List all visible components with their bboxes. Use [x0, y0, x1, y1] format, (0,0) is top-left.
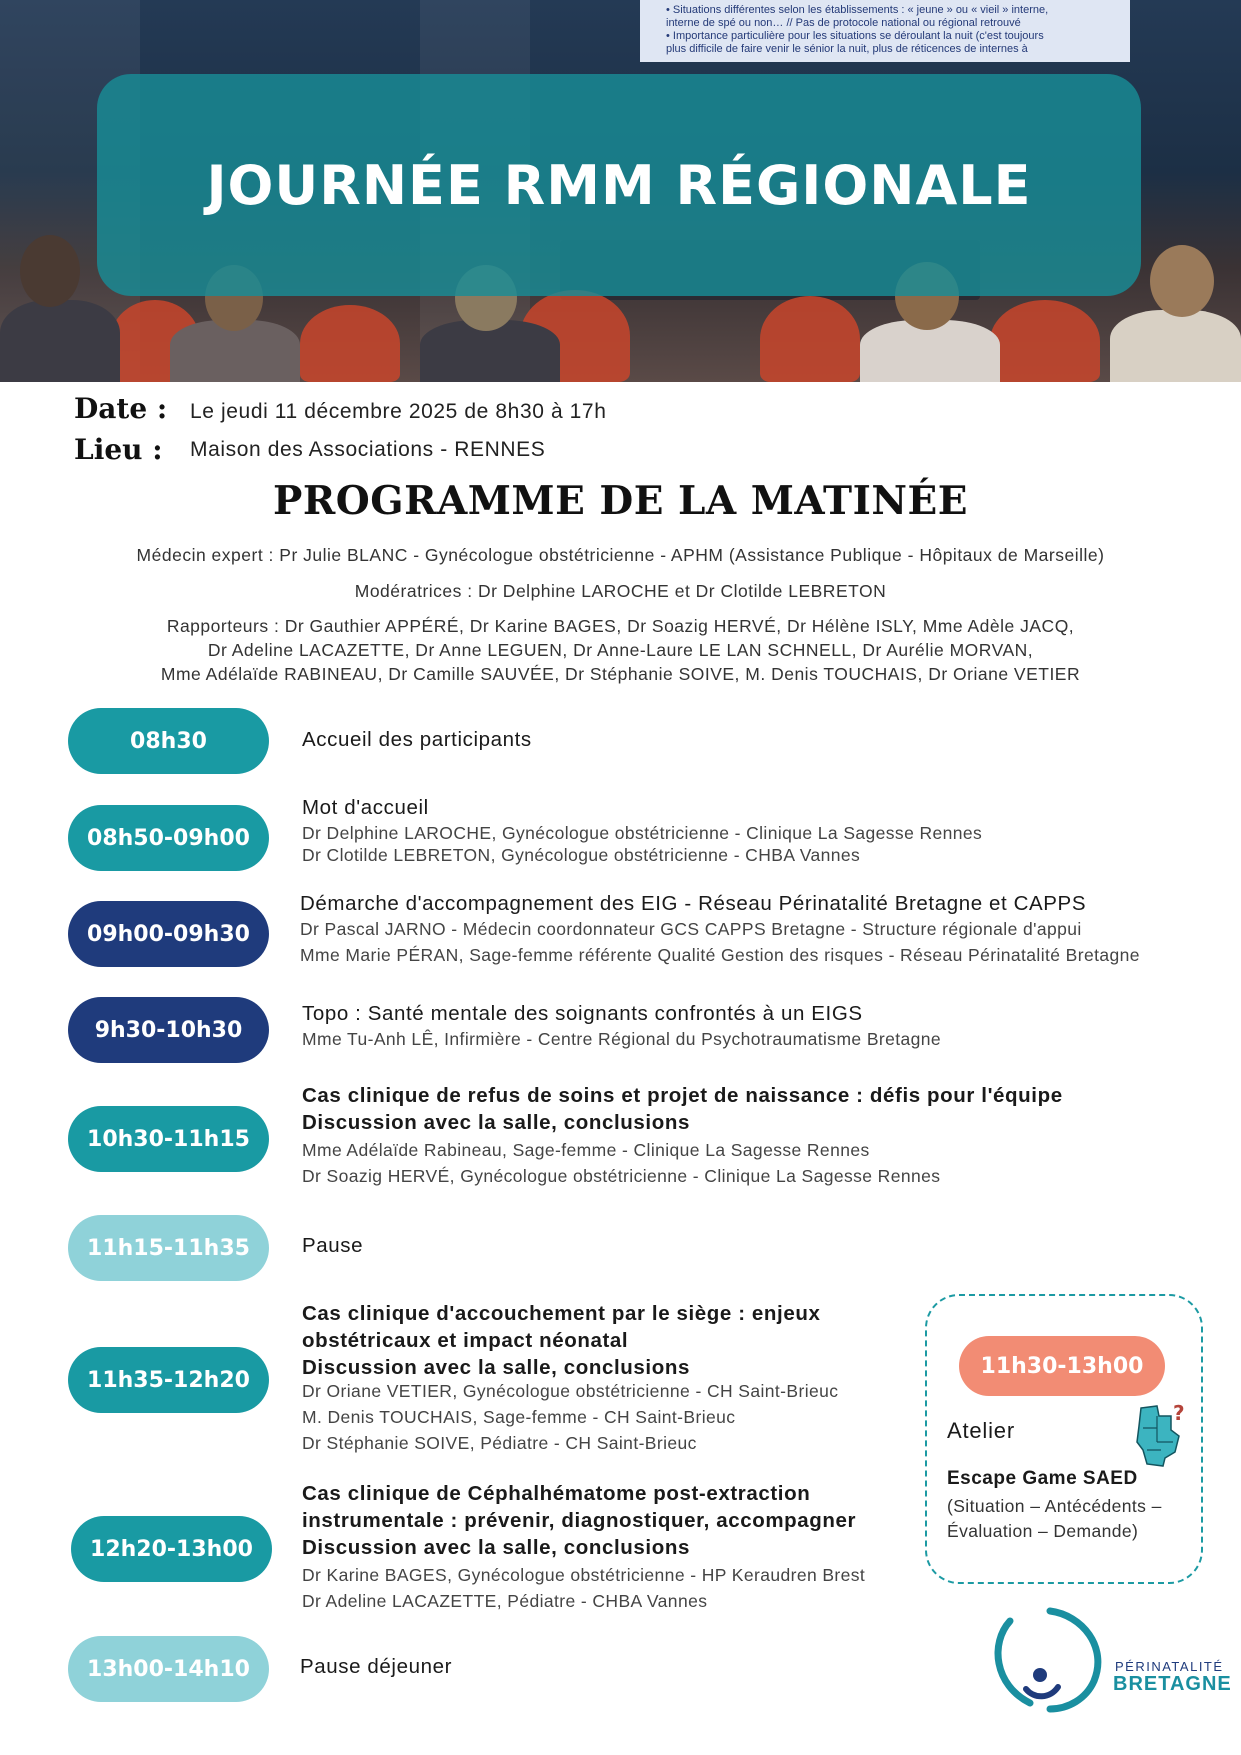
speaker-line: Mme Adélaïde Rabineau, Sage-femme - Clinique La Sagesse Rennes [302, 1140, 870, 1160]
schedule-item [302, 1232, 363, 1259]
schedule-item [302, 1082, 1063, 1188]
date-value: Le jeudi 11 décembre 2025 de 8h30 à 17h [190, 400, 607, 423]
reporters-line: Rapporteurs : Dr Gauthier APPÉRÉ, Dr Karine BAGES, Dr Soazig HERVÉ, Dr Hélène ISLY, Mme Adèle JACQ, [166, 616, 1075, 636]
item-title: instrumentale : prévenir, diagnostiquer, accompagner [302, 1509, 857, 1532]
item-title: Pause déjeuner [300, 1655, 453, 1678]
audience-member [0, 300, 120, 382]
atelier-time-pill: 11h30-13h00 [959, 1336, 1165, 1396]
audience-head [20, 235, 80, 307]
schedule-item [302, 1300, 838, 1455]
atelier-name: Escape Game SAED [947, 1468, 1138, 1489]
chair [760, 296, 860, 382]
time-pill: 11h15-11h35 [68, 1215, 269, 1281]
place-value: Maison des Associations - RENNES [190, 438, 546, 461]
svg-text:?: ? [1173, 1402, 1185, 1425]
expert-line: Médecin expert : Pr Julie BLANC - Gynécologue obstétricienne - APHM (Assistance Publique - Hôpitaux de Marseille) [136, 545, 1105, 565]
item-subtitle: Discussion avec la salle, conclusions [302, 1111, 690, 1134]
item-title: Pause [302, 1234, 364, 1257]
logo-line-1: PÉRINATALITÉ [1115, 1659, 1224, 1674]
header-photo [0, 0, 1241, 382]
item-title: Topo : Santé mentale des soignants confrontés à un EIGS [302, 1002, 863, 1025]
item-title: Cas clinique de Céphalhématome post-extraction [302, 1482, 811, 1505]
speaker-line: Dr Oriane VETIER, Gynécologue obstétricienne - CH Saint-Brieuc [302, 1381, 839, 1401]
item-title: obstétricaux et impact néonatal [302, 1329, 629, 1352]
chair [300, 305, 400, 382]
perinatalite-bretagne-logo [990, 1603, 1232, 1715]
time-pill: 9h30-10h30 [68, 997, 269, 1063]
audience-member [1110, 310, 1241, 382]
page-title: JOURNÉE RMM RÉGIONALE [206, 153, 1032, 217]
time-pill: 08h30 [68, 708, 269, 774]
time-pill: 12h20-13h00 [71, 1516, 272, 1582]
speaker-line: Dr Delphine LAROCHE, Gynécologue obstétricienne - Clinique La Sagesse Rennes [302, 823, 983, 843]
speaker-line: Dr Stéphanie SOIVE, Pédiatre - CH Saint-Brieuc [302, 1433, 697, 1453]
screen-line: plus difficile de faire venir le sénior la nuit, plus de réticences de internes à [666, 43, 1028, 55]
chair [990, 300, 1100, 382]
logo-line-2: BRETAGNE [1113, 1673, 1232, 1695]
puzzle-map-icon [1135, 1402, 1189, 1468]
speaker-line: M. Denis TOUCHAIS, Sage-femme - CH Saint-Brieuc [302, 1407, 736, 1427]
screen-line: • Importance particulière pour les situations se déroulant la nuit (c'est toujours [666, 30, 1044, 42]
programme-title: PROGRAMME DE LA MATINÉE [273, 478, 968, 524]
date-label: Date : [74, 392, 168, 425]
title-band [97, 74, 1141, 296]
atelier-description [947, 1494, 1197, 1544]
logo-symbol-icon [990, 1603, 1120, 1715]
reporters-line: Dr Adeline LACAZETTE, Dr Anne LEGUEN, Dr Anne-Laure LE LAN SCHNELL, Dr Aurélie MORVAN, [207, 640, 1034, 660]
speaker-line: Mme Tu-Anh LÊ, Infirmière - Centre Régional du Psychotraumatisme Bretagne [302, 1029, 942, 1049]
item-title: Accueil des participants [302, 728, 532, 751]
speaker-line: Dr Karine BAGES, Gynécologue obstétricienne - HP Keraudren Brest [302, 1565, 866, 1585]
schedule-item [302, 726, 532, 753]
speaker-line: Dr Clotilde LEBRETON, Gynécologue obstétricienne - CHBA Vannes [302, 845, 861, 865]
time-pill: 09h00-09h30 [68, 901, 269, 967]
audience-head [1150, 245, 1214, 317]
screen-line: • Situations différentes selon les établissements : « jeune » ou « vieil » interne, [666, 4, 1049, 16]
place-label: Lieu : [74, 433, 163, 466]
atelier-desc-line: (Situation – Antécédents – [947, 1496, 1162, 1516]
projection-screen [640, 0, 1130, 62]
atelier-box [925, 1294, 1203, 1584]
speaker-line: Dr Pascal JARNO - Médecin coordonnateur GCS CAPPS Bretagne - Structure régionale d'appui [300, 919, 1082, 939]
time-pill: 11h35-12h20 [68, 1347, 269, 1413]
item-title: Cas clinique d'accouchement par le siège : enjeux [302, 1302, 821, 1325]
schedule-item [300, 890, 1140, 967]
item-title: Cas clinique de refus de soins et projet de naissance : défis pour l'équipe [302, 1084, 1063, 1107]
screen-line: interne de spé ou non… // Pas de protocole national ou régional retrouvé [666, 17, 1021, 29]
speaker-line: Dr Adeline LACAZETTE, Pédiatre - CHBA Vannes [302, 1591, 708, 1611]
speaker-line: Dr Soazig HERVÉ, Gynécologue obstétricienne - Clinique La Sagesse Rennes [302, 1166, 941, 1186]
time-pill: 08h50-09h00 [68, 805, 269, 871]
item-title: Mot d'accueil [302, 796, 429, 819]
item-subtitle: Discussion avec la salle, conclusions [302, 1536, 690, 1559]
schedule-item [300, 1653, 452, 1680]
schedule-item [302, 794, 982, 867]
moderators-line: Modératrices : Dr Delphine LAROCHE et Dr Clotilde LEBRETON [354, 581, 887, 601]
item-subtitle: Discussion avec la salle, conclusions [302, 1356, 690, 1379]
schedule-item [302, 1000, 941, 1051]
time-pill: 13h00-14h10 [68, 1636, 269, 1702]
atelier-desc-line: Évaluation – Demande) [947, 1521, 1139, 1541]
schedule-item [302, 1480, 865, 1613]
atelier-label: Atelier [947, 1418, 1015, 1443]
reporters-line: Mme Adélaïde RABINEAU, Dr Camille SAUVÉE, Dr Stéphanie SOIVE, M. Denis TOUCHAIS, Dr Oriane VETIER [160, 664, 1081, 684]
speaker-line: Mme Marie PÉRAN, Sage-femme référente Qualité Gestion des risques - Réseau Périnatalité Bretagne [300, 945, 1140, 965]
item-title: Démarche d'accompagnement des EIG - Réseau Périnatalité Bretagne et CAPPS [300, 892, 1087, 915]
time-pill: 10h30-11h15 [68, 1106, 269, 1172]
